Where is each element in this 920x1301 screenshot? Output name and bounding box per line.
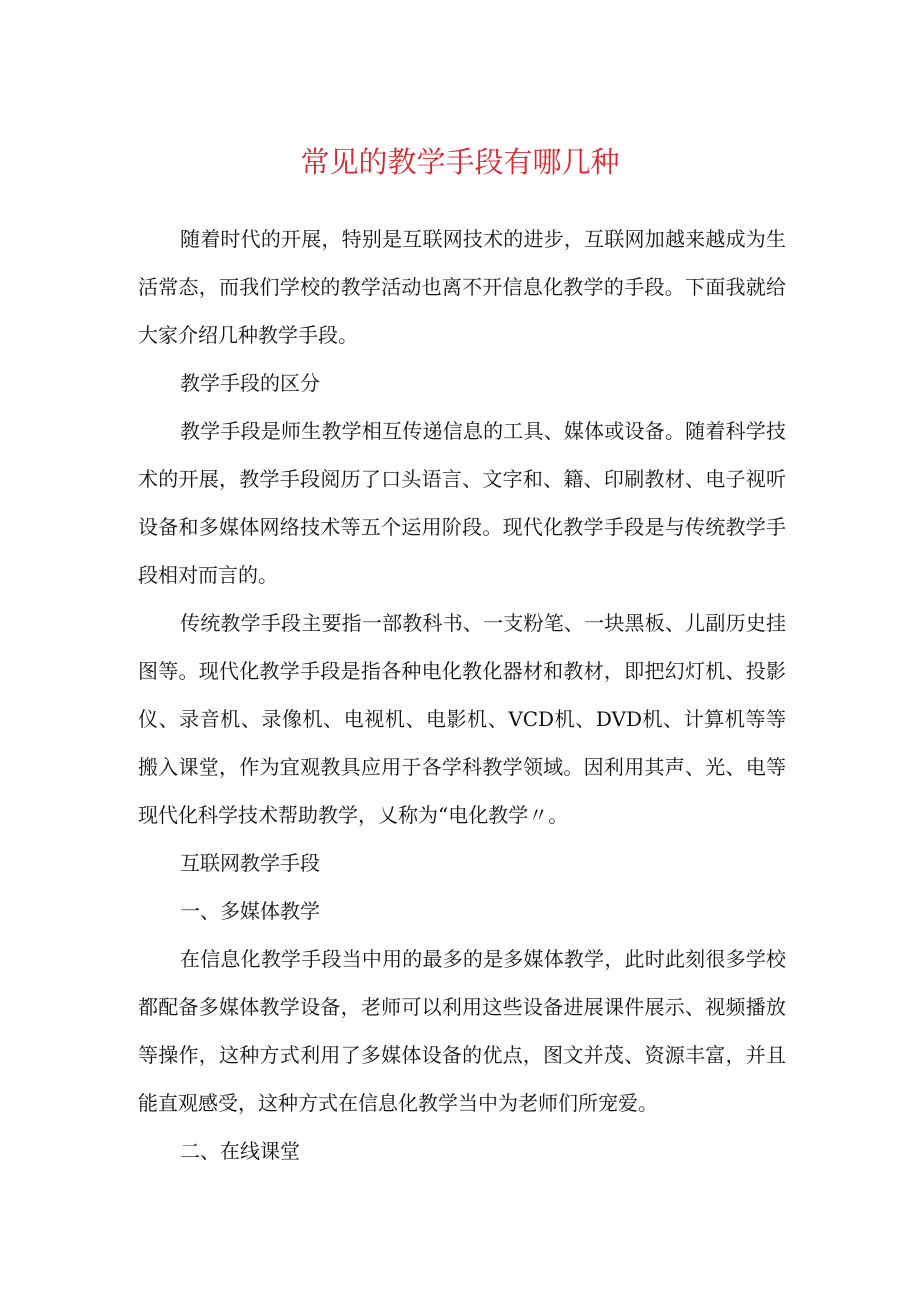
heading-online-classroom: 二、在线课堂	[180, 1139, 300, 1163]
paragraph-multimedia: 在信息化教学手段当中用的最多的是多媒体教学，此时此刻很多学校都配备多媒体教学设备，老师可以利用这些设备进展课件展示、视频播放等操作，这种方式利用了多媒体设备的优点，图文并茂、资源丰富，并且能直观感受，这种方式在信息化教学当中为老师们所宠爱。	[138, 947, 786, 1115]
paragraph-intro: 随着时代的开展，特别是互联网技术的进步，互联网加越来越成为生活常态，而我们学校的教学活动也离不开信息化教学的手段。下面我就给大家介绍几种教学手段。	[138, 227, 786, 347]
paragraph-definition: 教学手段是师生教学相互传递信息的工具、媒体或设备。随着科学技术的开展，教学手段阅历了口头语言、文字和、籍、印刷教材、电子视听设备和多媒体网络技术等五个运用阶段。现代化教学手段是与传统教学手段相对而言的。	[138, 419, 786, 587]
heading-multimedia: 一、多媒体教学	[180, 899, 320, 923]
heading-distinction: 教学手段的区分	[180, 371, 320, 395]
paragraph-traditional-modern: 传统教学手段主要指一部教科书、一支粉笔、一块黑板、儿副历史挂图等。现代化教学手段是指各种电化教化器材和教材，即把幻灯机、投影仪、录音机、录像机、电视机、电影机、VCD机、DVD机、计算机等等搬入课堂，作为宜观教具应用于各学科教学领域。因利用其声、光、电等现代化科学技术帮助教学，乂称为“电化教学〃。	[138, 611, 786, 827]
heading-internet-methods: 互联网教学手段	[180, 851, 320, 875]
document-body	[138, 215, 786, 1175]
document-title: 常见的教学手段有哪几种	[300, 145, 620, 179]
